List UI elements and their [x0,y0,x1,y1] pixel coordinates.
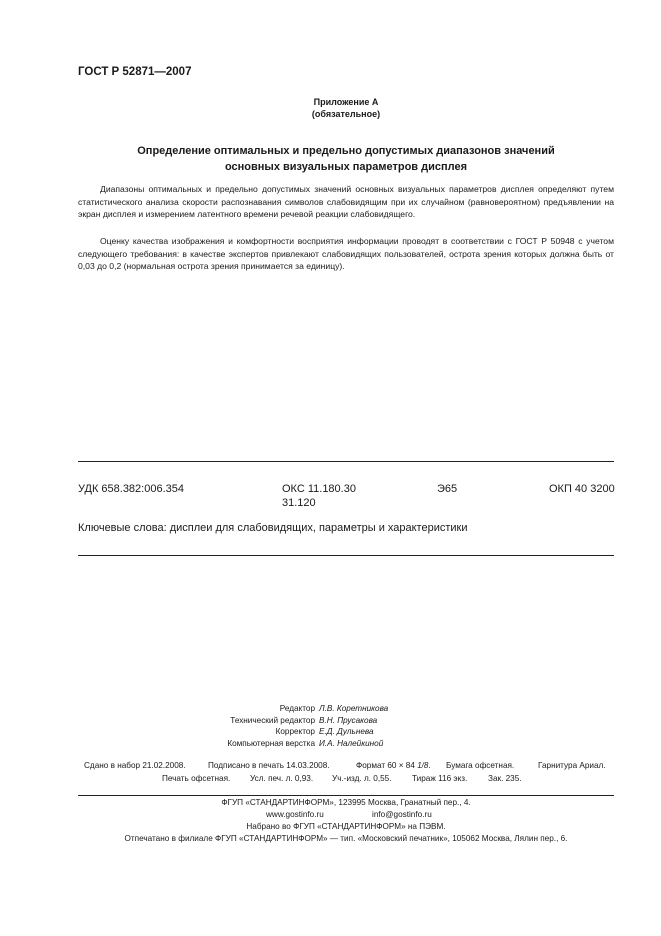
typesetting-note: Набрано во ФГУП «СТАНДАРТИНФОРМ» на ПЭВМ. [246,822,446,831]
print-method: Печать офсетная. [162,774,231,783]
udk-code: УДК 658.382:006.354 [78,483,184,495]
print-order: Зак. 235. [488,774,522,783]
staff-row: Компьютерная верстка И.А. Налейкиной [227,738,384,748]
appendix-heading [78,96,614,120]
body-paragraph-2: Оценку качества изображения и комфортности восприятия информации проводят в соответствии с ГОСТ Р 50948 с учетом следующего требования: в качестве экспертов привлекают слабовидящих пользователей, острота зрения которых должна быть от 0,03 до 0,2 (нормальная острота зрения принимается за единицу). [78,236,614,271]
body-paragraph-1: Диапазоны оптимальных и предельно допустимых значений основных визуальных параметров дисплея определяют путем статистического анализа скорости распознавания символов слабовидящим при их случайном (равновероятном) предъявлении на экран дисплея и измерением латентного времени речевой реакции слабовидящего. [78,184,614,219]
divider-keywords [78,555,614,556]
appendix-label: Приложение А [313,97,379,107]
staff-row: Технический редактор В.Н. Прусакова [230,715,378,725]
printing-note: Отпечатано в филиале ФГУП «СТАНДАРТИНФОРМ» — тип. «Московский печатник», 105062 Москва, Лялин пер., 6. [124,834,568,843]
print-typeface: Гарнитура Ариал. [538,761,606,770]
staff-row: Корректор Е.Д. Дульнева [275,727,374,736]
print-signed-date: Подписано в печать 14.03.2008. [208,761,330,770]
divider-top [78,461,614,462]
print-sheets: Усл. печ. л. 0,93. [250,774,314,783]
print-paper: Бумага офсетная. [446,761,515,770]
print-format: Формат 60 × 84 1/8. [356,761,431,770]
staff-row: Редактор Л.В. Коретникова [279,704,389,713]
okp-code: ОКП 40 3200 [549,483,615,495]
title-line-2: основных визуальных параметров дисплея [224,161,468,173]
oks-code: ОКС 11.180.30 31.120 [282,483,356,509]
title-line-1: Определение оптимальных и предельно допустимых диапазонов значений [137,145,555,157]
print-run: Тираж 116 экз. [412,774,468,783]
appendix-title [78,143,614,175]
print-typeset-date: Сдано в набор 21.02.2008. [84,761,186,770]
publisher-email[interactable]: info@gostinfo.ru [372,810,432,819]
publisher-website[interactable]: www.gostinfo.ru [266,810,324,819]
appendix-status: (обязательное) [311,109,381,119]
divider-publisher [78,795,614,796]
standard-number: ГОСТ Р 52871—2007 [78,66,192,78]
keywords: Ключевые слова: дисплеи для слабовидящих, параметры и характеристики [78,522,468,534]
e-code: Э65 [437,483,458,495]
publisher-address: ФГУП «СТАНДАРТИНФОРМ», 123995 Москва, Гранатный пер., 4. [221,798,471,807]
staff-list [180,703,430,749]
print-edit-sheets: Уч.-изд. л. 0,55. [332,774,392,783]
